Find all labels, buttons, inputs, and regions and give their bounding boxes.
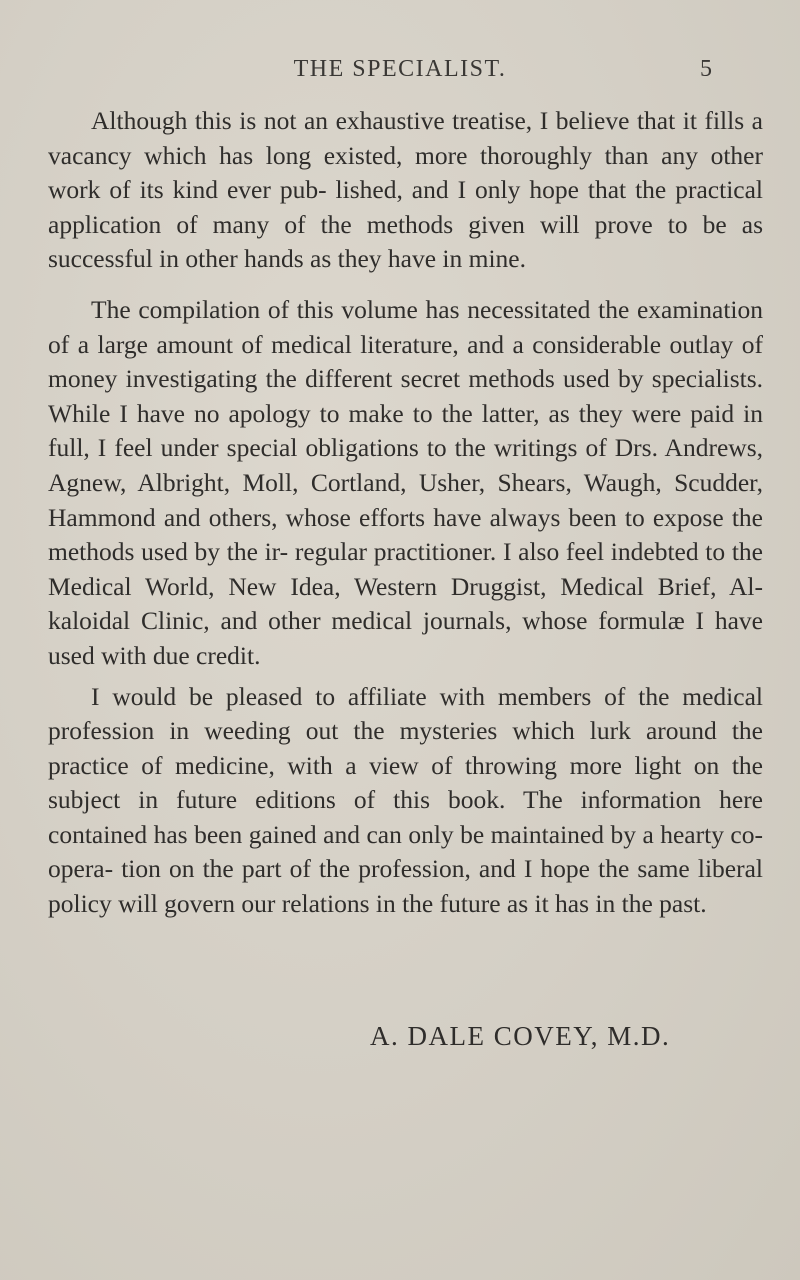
paragraph-closing: I would be pleased to affiliate with members of the medical profession in weeding out the mysteries which lurk around the practice of medicine, with a view of throwing more light on the subject in future editions of this book. The information here contained has been gained and can only be maintained by a hearty co-opera- tion on the part of the profession, and I hope the same liberal policy will govern our relations in the future as it has in the past. bbox=[48, 681, 763, 919]
paragraph-intro: Although this is not an exhaustive treatise, I believe that it fills a vacancy which has long existed, more thoroughly than any other work of its kind ever pub- lished, and I only hope that the practical application of many of the methods given will prove to be as successful in other hands as they have in mine. bbox=[48, 106, 763, 274]
running-title: THE SPECIALIST. bbox=[293, 56, 507, 82]
paragraph-acknowledgements: The compilation of this volume has necessitated the examination of a large amount of medical literature, and a considerable outlay of money investigating the different secret methods used by specialists. While I have no apology to make to the latter, as they were paid in full, I feel under special obligations to the writings of Drs. Andrews, Agnew, Albright, Moll, Cortland, Usher, Shears, Waugh, Scudder, Hammond and others, whose efforts have always been to expose the methods used by the ir- regular practitioner. I also feel indebted to the Medical World, New Idea, Western Druggist, Medical Brief, Al- kaloidal Clinic, and other medical journals, whose formulæ I have used with due credit. bbox=[48, 294, 763, 670]
page-number: 5 bbox=[700, 56, 712, 82]
running-head bbox=[0, 56, 800, 86]
author-signature: A. DALE COVEY, M.D. bbox=[370, 1021, 671, 1051]
body-text bbox=[48, 104, 763, 938]
